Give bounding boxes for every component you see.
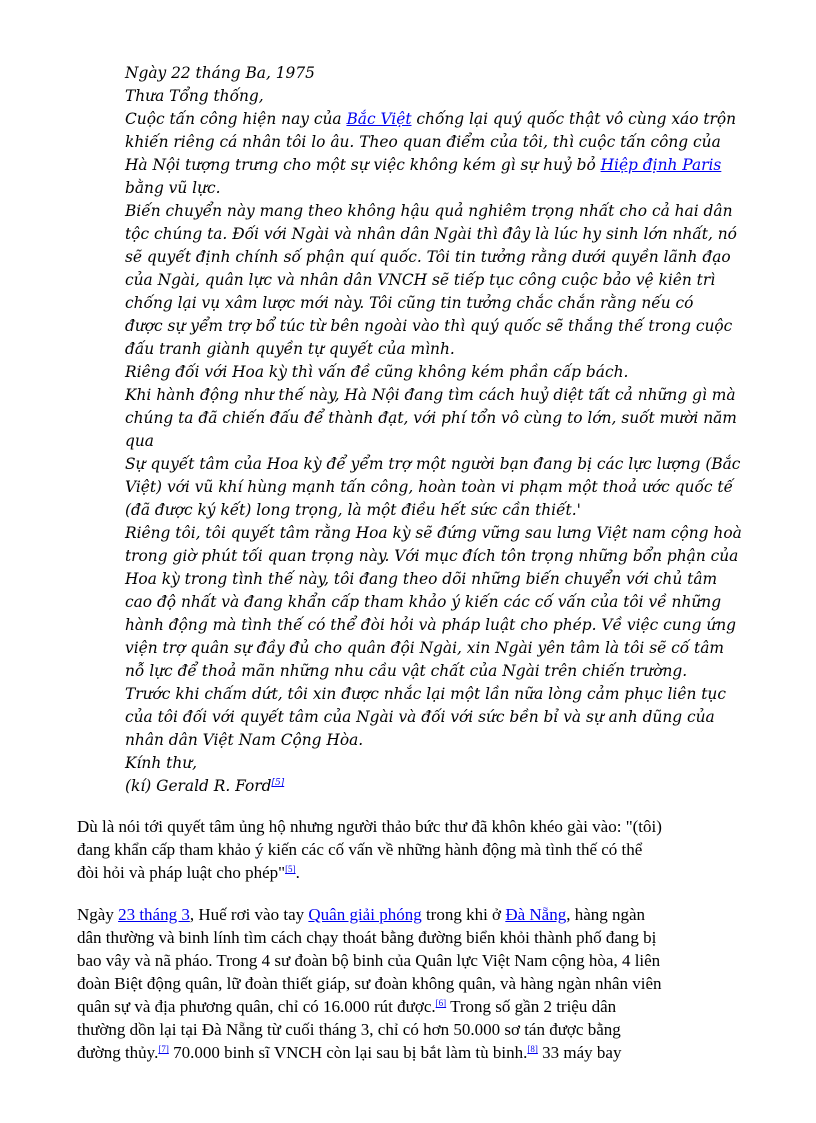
link-da-nang[interactable]: Đà Nẵng	[505, 905, 567, 924]
link-hiep-dinh-paris[interactable]: Hiệp định Paris	[600, 156, 722, 174]
letter-salutation: Thưa Tổng thống,	[125, 87, 264, 105]
letter-line: Hà Nội tượng trưng cho một sự việc không kém gì sự huỷ bỏ Hiệp định Paris	[125, 156, 722, 174]
paragraph-line: đoàn Biệt động quân, lữ đoàn thiết giáp, sư đoàn không quân, và hàng ngàn nhân viên	[77, 974, 662, 993]
link-bac-viet[interactable]: Bắc Việt	[346, 110, 412, 128]
paragraph-line: dân thường và binh lính tìm cách chạy thoát bằng đường biển khỏi thành phố đang bị	[77, 928, 657, 947]
paragraph-commentary	[77, 815, 727, 884]
paragraph-hue-danang	[77, 903, 727, 1064]
letter-date: Ngày 22 tháng Ba, 1975	[125, 64, 315, 82]
footnote-ref-8[interactable]: [8]	[527, 1044, 538, 1054]
paragraph-line: đang khẩn cấp tham khảo ý kiến các cố vấn về những hành động mà tình thế có thể	[77, 840, 643, 859]
paragraph-line: bao vây và nã pháo. Trong 4 sư đoàn bộ binh của Quân lực Việt Nam cộng hòa, 4 liên	[77, 951, 661, 970]
paragraph-line: đường thủy.[7] 70.000 binh sĩ VNCH còn lại sau bị bắt làm tù binh.[8] 33 máy bay	[77, 1043, 622, 1062]
letter-line: Trước khi chấm dứt, tôi xin được nhắc lại một lần nữa lòng cảm phục liên tục	[125, 685, 726, 703]
footnote-ref-5[interactable]: [5]	[271, 778, 285, 788]
letter-line: đấu tranh giành quyền tự quyết của mình.	[125, 340, 455, 358]
letter-line: chúng ta đã chiến đấu để thành đạt, với phí tổn vô cùng to lớn, suốt mười năm	[125, 409, 737, 427]
paragraph-line: Ngày 23 tháng 3, Huế rơi vào tay Quân giải phóng trong khi ở Đà Nẵng, hàng ngàn	[77, 905, 646, 924]
link-quan-giai-phong[interactable]: Quân giải phóng	[308, 905, 422, 924]
letter-line: qua	[125, 432, 154, 450]
letter-line: Riêng đối với Hoa kỳ thì vấn đề cũng không kém phần cấp bách.	[125, 363, 629, 381]
footnote-ref-6[interactable]: [6]	[435, 998, 447, 1008]
letter-line: nỗ lực để thoả mãn những nhu cầu vật chất của Ngài trên chiến trường.	[125, 662, 688, 680]
letter-line: cao độ nhất và đang khẩn cấp tham khảo ý kiến các cố vấn của tôi về những	[125, 593, 722, 611]
paragraph-line: quân sự và địa phương quân, chỉ có 16.000 rút được.[6] Trong số gần 2 triệu dân	[77, 997, 617, 1016]
letter-line: chống lại vụ xâm lược mới này. Tôi cũng tin tưởng chắc chắn rằng nếu có	[125, 294, 694, 312]
letter-line: Khi hành động như thế này, Hà Nội đang tìm cách huỷ diệt tất cả những gì mà	[125, 386, 736, 404]
letter-line: Sự quyết tâm của Hoa kỳ để yểm trợ một người bạn đang bị các lực lượng (Bắc	[125, 455, 741, 473]
letter-line: Việt) với vũ khí hùng mạnh tấn công, hoàn toàn vi phạm một thoả ước quốc tế	[125, 478, 734, 496]
letter-line: Cuộc tấn công hiện nay của Bắc Việt chống lại quý quốc thật vô cùng xáo trộn	[125, 110, 737, 128]
letter-closing: Kính thư,	[125, 754, 198, 772]
letter-line: được sự yểm trợ bổ túc từ bên ngoài vào thì quý quốc sẽ thắng thế trong cuộc	[125, 317, 733, 335]
letter-line: sẽ quyết định chính số phận quí quốc. Tôi tin tưởng rằng dưới quyền lãnh đạo	[125, 248, 731, 266]
letter-line: trong giờ phút tối quan trọng này. Với mục đích tôn trọng những bổn phận của	[125, 547, 739, 565]
letter-line: viện trợ quân sự đầy đủ cho quân đội Ngài, xin Ngài yên tâm là tôi sẽ cố tâm	[125, 639, 724, 657]
letter-line: nhân dân Việt Nam Cộng Hòa.	[125, 731, 364, 749]
paragraph-line: Dù là nói tới quyết tâm ủng hộ nhưng người thảo bức thư đã khôn khéo gài vào: "(tôi)	[77, 817, 662, 836]
letter-line: tộc chúng ta. Đối với Ngài và nhân dân Ngài thì đây là lúc hy sinh lớn nhất, nó	[125, 225, 737, 243]
letter-line: Riêng tôi, tôi quyết tâm rằng Hoa kỳ sẽ đứng vững sau lưng Việt nam cộng hoà	[125, 524, 742, 542]
footnote-ref-7[interactable]: [7]	[158, 1044, 169, 1054]
quoted-letter	[125, 62, 742, 798]
link-23-thang-3[interactable]: 23 tháng 3	[118, 905, 190, 924]
paragraph-line: đòi hỏi và pháp luật cho phép"[5].	[77, 863, 300, 882]
footnote-ref-5[interactable]: [5]	[285, 864, 296, 874]
letter-line: bằng vũ lực.	[125, 179, 221, 197]
letter-line: của tôi đối với quyết tâm của Ngài và đối với sức bền bỉ và sự anh dũng của	[125, 708, 715, 726]
letter-line: khiến riêng cá nhân tôi lo âu. Theo quan điểm của tôi, thì cuộc tấn công của	[125, 133, 721, 151]
letter-line: hành động mà tình thế có thể đòi hỏi và pháp luật cho phép. Về việc cung ứng	[125, 616, 736, 634]
letter-signature: (kí) Gerald R. Ford[5]	[125, 777, 285, 795]
letter-line: Biến chuyển này mang theo không hậu quả nghiêm trọng nhất cho cả hai dân	[125, 202, 733, 220]
letter-line: (đã được ký kết) long trọng, là một điều hết sức cần thiết.'	[125, 501, 581, 519]
letter-line: Hoa kỳ trong tình thế này, tôi đang theo dõi những biến chuyển với chủ tâm	[125, 570, 718, 588]
letter-line: của Ngài, quân lực và nhân dân VNCH sẽ tiếp tục công cuộc bảo vệ kiên trì	[125, 271, 716, 289]
paragraph-line: thường dồn lại tại Đà Nẵng từ cuối tháng 3, chỉ có hơn 50.000 sơ tán được bằng	[77, 1020, 621, 1039]
